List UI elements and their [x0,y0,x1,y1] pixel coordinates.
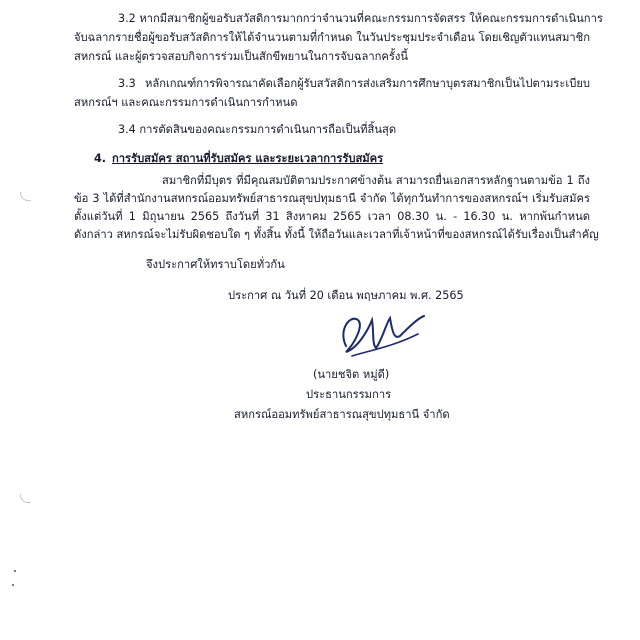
clause-3-2-line-3: สหกรณ์ และผู้ตรวจสอบกิจการร่วมเป็นสักขีพยานในการจับฉลากครั้งนี้ [74,50,409,63]
section-4-title: การรับสมัคร สถานที่รับสมัคร และระยะเวลาการรับสมัคร [112,152,384,165]
signer-name: (นายชจิต หมู่ดี) [313,368,390,381]
announcement: จึงประกาศให้ทราบโดยทั่วกัน [146,258,285,271]
clause-3-3-line-2: สหกรณ์ฯ และคณะกรรมการดำเนินการกำหนด [74,96,298,109]
binder-hole-mark [20,494,31,503]
section-4-line-1: สมาชิกที่มีบุตร ที่มีคุณสมบัติตามประกาศข้างต้น สามารถยื่นเอกสารหลักฐานตามข้อ 1 ถึง [162,174,590,187]
binder-hole-mark [20,192,31,201]
signature [332,300,428,364]
signer-position: ประธานกรรมการ [306,388,392,401]
signer-organization: สหกรณ์ออมทรัพย์สาธารณสุขปทุมธานี จำกัด [234,408,450,421]
section-4-line-4: ดังกล่าว สหกรณ์จะไม่รับผิดชอบใด ๆ ทั้งสิ้น ทั้งนี้ ให้ถือวันและเวลาที่เจ้าหน้าที่ของสหกรณ์ได้รับเรื่องเป็นสำคัญ [74,228,599,241]
clause-3-4: 3.4 การตัดสินของคณะกรรมการดำเนินการถือเป็นที่สิ้นสุด [118,123,397,136]
clause-3-2-line-2: จับฉลากรายชื่อผู้ขอรับสวัสดิการให้ได้จำนวนตามที่กำหนด ในวันประชุมประจำเดือน โดยเชิญตัวแทนสมาชิก [74,31,590,44]
scan-speck [14,570,16,572]
date-line: ประกาศ ณ วันที่ 20 เดือน พฤษภาคม พ.ศ. 2565 [228,289,464,302]
section-4-number: 4. [94,152,107,165]
scan-speck [12,584,14,586]
section-4-line-2: ข้อ 3 ได้ที่สำนักงานสหกรณ์ออมทรัพย์สาธารณสุขปทุมธานี จำกัด ได้ทุกวันทำการของสหกรณ์ฯ เริ่มรับสมัคร [74,192,590,205]
section-4-line-3: ตั้งแต่วันที่ 1 มิถุนายน 2565 ถึงวันที่ 31 สิงหาคม 2565 เวลา 08.30 น. - 16.30 น. หากพ้นกำหนด [74,210,590,223]
clause-3-3-line-1: 3.3 หลักเกณฑ์การพิจารณาคัดเลือกผู้รับสวัสดิการส่งเสริมการศึกษาบุตรสมาชิกเป็นไปตามระเบียบ [118,77,590,90]
clause-3-2-line-1: 3.2 หากมีสมาชิกผู้ขอรับสวัสดิการมากกว่าจำนวนที่คณะกรรมการจัดสรร ให้คณะกรรมการดำเนินการ [118,12,603,25]
